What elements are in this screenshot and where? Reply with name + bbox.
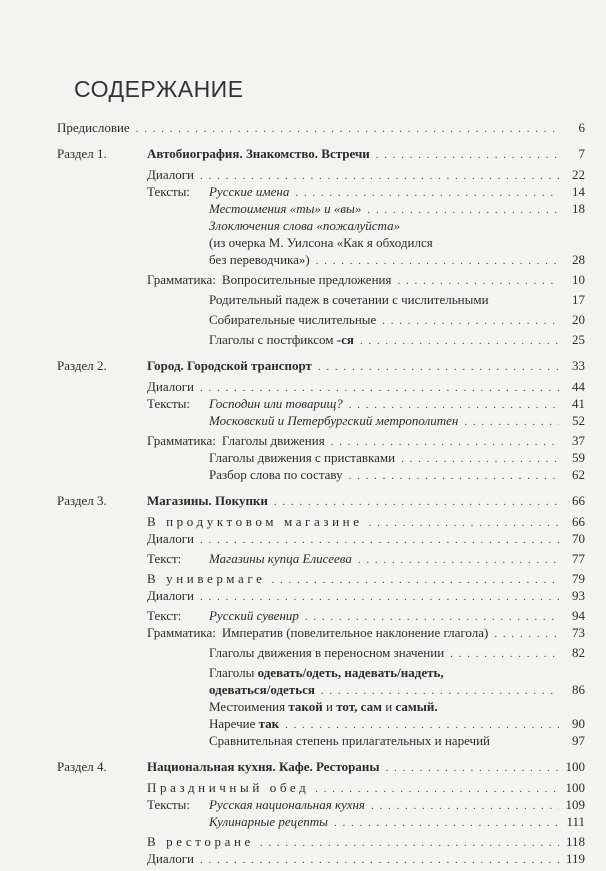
entry-title xyxy=(222,432,325,449)
entry-text xyxy=(147,357,585,376)
entry-text xyxy=(209,412,585,431)
entry-title xyxy=(147,378,194,395)
entry-title xyxy=(209,813,328,830)
entry-title xyxy=(209,200,361,217)
entry-title xyxy=(147,779,309,796)
entry-title xyxy=(57,119,130,136)
page-number: 111 xyxy=(566,814,585,829)
toc-entry xyxy=(57,449,585,466)
entry-category: Текст: xyxy=(147,608,182,623)
page-number: 119 xyxy=(565,851,585,866)
entry-title-part: Родительный падеж в сочетании с числительными xyxy=(209,292,489,307)
toc-entry xyxy=(57,779,585,796)
page-number: 100 xyxy=(565,759,585,774)
entry-title-part: тот, сам xyxy=(336,699,382,714)
entry-text xyxy=(222,271,585,290)
dot-leader xyxy=(494,626,559,643)
entry-category: Тексты: xyxy=(147,396,191,411)
page-number: 86 xyxy=(572,682,585,697)
toc-entry xyxy=(57,395,585,412)
entry-title-part: Автобиография. Знакомство. Встречи xyxy=(147,146,370,161)
entry-text xyxy=(147,587,585,606)
entry-title xyxy=(209,395,343,412)
entry-category: Тексты: xyxy=(147,184,191,199)
entry-text xyxy=(147,530,585,549)
page-number: 10 xyxy=(572,272,585,287)
entry-title xyxy=(209,251,310,268)
toc-entry xyxy=(57,530,585,547)
page-number: 82 xyxy=(572,645,585,660)
page-number: 66 xyxy=(572,493,585,508)
entry-title-part: Господин или товарищ? xyxy=(209,396,343,411)
entry-title-part: Русский сувенир xyxy=(209,608,299,623)
dot-leader xyxy=(334,815,559,832)
entry-title-part: Русская национальная кухня xyxy=(209,797,365,812)
toc-entry xyxy=(57,291,585,308)
page-number: 41 xyxy=(572,396,585,411)
entry-category: Грамматика: xyxy=(147,625,216,640)
toc-entry xyxy=(57,850,585,867)
dot-leader xyxy=(136,121,559,138)
page-number: 66 xyxy=(572,514,585,529)
entry-title-part: самый. xyxy=(395,699,438,714)
toc-entry xyxy=(57,466,585,483)
dot-leader xyxy=(274,494,559,511)
entry-title-part: Сравнительная степень прилагательных и наречий xyxy=(209,733,490,748)
toc-entry xyxy=(57,217,585,234)
entry-title xyxy=(209,183,289,200)
entry-text xyxy=(147,492,585,511)
entry-title-part: Национальная кухня. Кафе. Рестораны xyxy=(147,759,380,774)
page-number: 94 xyxy=(572,608,585,623)
toc-entry xyxy=(57,331,585,348)
entry-title xyxy=(209,331,354,348)
entry-title-part: такой xyxy=(288,699,323,714)
toc-entry xyxy=(57,432,585,449)
entry-title xyxy=(209,217,400,234)
entry-title xyxy=(209,466,343,483)
entry-title-part: Праздничный обед xyxy=(147,780,310,795)
entry-title-part: Наречие xyxy=(209,716,259,731)
entry-title xyxy=(147,530,194,547)
entry-text xyxy=(209,331,585,350)
entry-title xyxy=(147,587,194,604)
entry-text xyxy=(209,251,585,270)
toc-entry xyxy=(57,234,585,251)
toc-entry xyxy=(57,698,585,715)
entry-title-part: Диалоги xyxy=(147,588,194,603)
page-number: 73 xyxy=(572,625,585,640)
toc-entry xyxy=(57,813,585,830)
entry-title xyxy=(209,311,376,328)
entry-text xyxy=(209,311,585,330)
entry-text xyxy=(57,119,585,138)
entry-title-part: -ся xyxy=(336,332,354,347)
page-number: 7 xyxy=(578,146,585,161)
toc-entry xyxy=(57,664,585,681)
section-number: Раздел 2. xyxy=(57,358,107,373)
entry-text xyxy=(209,732,585,751)
dot-leader xyxy=(397,273,559,290)
entry-title-part: Злоключения слова «пожалуйста» xyxy=(209,218,401,233)
toc-section-row xyxy=(57,492,585,509)
section-number: Раздел 1. xyxy=(57,146,107,161)
entry-title xyxy=(147,492,268,509)
entry-title xyxy=(209,644,444,661)
entry-title-part: Глаголы движения в переносном значении xyxy=(209,645,445,660)
page-number: 70 xyxy=(572,531,585,546)
entry-title-part: и xyxy=(381,699,396,714)
toc-entry xyxy=(57,681,585,698)
toc-entry xyxy=(57,251,585,268)
toc-entry xyxy=(57,607,585,624)
entry-category: Грамматика: xyxy=(147,433,216,448)
page-number: 6 xyxy=(578,120,585,135)
entry-title xyxy=(209,291,489,308)
toc-entry xyxy=(57,378,585,395)
entry-category: Тексты: xyxy=(147,797,191,812)
page-number: 93 xyxy=(572,588,585,603)
entry-title xyxy=(209,449,395,466)
page-number: 33 xyxy=(572,358,585,373)
toc-entry xyxy=(57,513,585,530)
entry-title xyxy=(222,271,392,288)
entry-title-part: Глаголы движения xyxy=(221,433,325,448)
page-number: 77 xyxy=(572,551,585,566)
page-number: 18 xyxy=(572,201,585,216)
entry-title-part: без переводчика») xyxy=(209,252,310,267)
dot-leader xyxy=(318,359,559,376)
toc-entry xyxy=(57,183,585,200)
toc-entry xyxy=(57,311,585,328)
entry-title xyxy=(222,624,488,641)
entry-title xyxy=(147,357,312,374)
page-number: 118 xyxy=(565,834,585,849)
entry-title-part: Диалоги xyxy=(147,531,194,546)
entry-title xyxy=(147,145,370,162)
entry-title-part: В универмаге xyxy=(147,571,266,586)
entry-title xyxy=(147,758,380,775)
dot-leader xyxy=(200,589,559,606)
toc-entry xyxy=(57,624,585,641)
toc-entry xyxy=(57,833,585,850)
entry-title-part: Магазины купца Елисеева xyxy=(209,551,352,566)
entry-title-part: Глаголы движения с приставками xyxy=(209,450,396,465)
dot-leader xyxy=(382,313,559,330)
page-number: 79 xyxy=(572,571,585,586)
entry-title-part: одеваться/одеться xyxy=(209,682,315,697)
entry-text xyxy=(147,758,585,777)
page-number: 52 xyxy=(572,413,585,428)
dot-leader xyxy=(360,333,559,350)
toc-section-row xyxy=(57,758,585,775)
dot-leader xyxy=(450,646,559,663)
dot-leader xyxy=(464,414,559,431)
page-number: 22 xyxy=(572,167,585,182)
table-of-contents xyxy=(57,119,585,867)
section-number: Раздел 3. xyxy=(57,493,107,508)
entry-title xyxy=(209,796,365,813)
entry-title-part: Глаголы xyxy=(209,665,258,680)
toc-entry xyxy=(57,550,585,567)
entry-title xyxy=(209,607,299,624)
entry-title xyxy=(209,698,438,715)
entry-text xyxy=(209,644,585,663)
entry-title xyxy=(209,234,433,251)
entry-text xyxy=(209,291,585,310)
page-title: СОДЕРЖАНИЕ xyxy=(74,76,244,102)
entry-category: Грамматика: xyxy=(147,272,216,287)
toc-entry xyxy=(57,715,585,732)
dot-leader xyxy=(376,147,559,164)
page-number: 37 xyxy=(572,433,585,448)
entry-title-part: Диалоги xyxy=(147,379,194,394)
entry-title xyxy=(147,833,254,850)
entry-text xyxy=(147,850,585,869)
toc-section-row xyxy=(57,357,585,374)
entry-title-part: Императив (повелительное наклонение глагола) xyxy=(221,625,489,640)
page-number: 25 xyxy=(572,332,585,347)
page-number: 59 xyxy=(572,450,585,465)
dot-leader xyxy=(316,253,559,270)
entry-text xyxy=(209,550,585,569)
toc-entry xyxy=(57,119,585,136)
dot-leader xyxy=(349,468,559,485)
page-number: 44 xyxy=(572,379,585,394)
toc-entry xyxy=(57,271,585,288)
entry-title-part: Предисловие xyxy=(57,120,130,135)
entry-title xyxy=(209,732,490,749)
dot-leader xyxy=(200,852,559,869)
entry-title xyxy=(147,850,194,867)
entry-title xyxy=(209,664,444,681)
page-number: 17 xyxy=(572,292,585,307)
entry-title-part: и xyxy=(322,699,337,714)
entry-text xyxy=(209,813,585,832)
entry-title xyxy=(147,570,266,587)
toc-entry xyxy=(57,732,585,749)
entry-title xyxy=(209,681,315,698)
toc-entry xyxy=(57,412,585,429)
entry-title-part: так xyxy=(258,716,280,731)
page-number: 109 xyxy=(565,797,585,812)
entry-title-part: Глаголы с постфиксом xyxy=(209,332,337,347)
entry-title-part: Собирательные числительные xyxy=(209,312,377,327)
page-number: 90 xyxy=(572,716,585,731)
entry-title xyxy=(147,166,194,183)
page-number: 62 xyxy=(572,467,585,482)
toc-section-row xyxy=(57,145,585,162)
entry-category: Текст: xyxy=(147,551,182,566)
entry-title xyxy=(209,550,352,567)
entry-text xyxy=(209,466,585,485)
toc-entry xyxy=(57,200,585,217)
toc-entry xyxy=(57,166,585,183)
entry-title-part: Магазины. Покупки xyxy=(147,493,268,508)
entry-title-part: Вопросительные предложения xyxy=(221,272,392,287)
entry-title-part: Русские имена xyxy=(209,184,290,199)
toc-entry xyxy=(57,644,585,661)
page-number: 100 xyxy=(565,780,585,795)
entry-text xyxy=(222,624,585,643)
entry-title-part: (из очерка М. Уилсона «Как я обходился xyxy=(209,235,433,250)
entry-title xyxy=(209,412,458,429)
dot-leader xyxy=(386,760,559,777)
dot-leader xyxy=(200,532,559,549)
page-number: 14 xyxy=(572,184,585,199)
entry-title-part: Московский и Петербургский метрополитен xyxy=(209,413,459,428)
entry-title-part: Диалоги xyxy=(147,167,194,182)
entry-title-part: Разбор слова по составу xyxy=(209,467,343,482)
page-number: 97 xyxy=(572,733,585,748)
entry-title-part: Город. Городской транспорт xyxy=(147,358,312,373)
entry-title-part: Местоимения xyxy=(209,699,289,714)
entry-title-part: Кулинарные рецепты xyxy=(209,814,328,829)
toc-entry xyxy=(57,587,585,604)
toc-entry xyxy=(57,796,585,813)
page-number: 28 xyxy=(572,252,585,267)
entry-title-part: одевать/одеть, надевать/надеть, xyxy=(257,665,444,680)
dot-leader xyxy=(358,552,559,569)
entry-title-part: В ресторане xyxy=(147,834,254,849)
entry-text xyxy=(147,145,585,164)
entry-title xyxy=(147,513,363,530)
section-number: Раздел 4. xyxy=(57,759,107,774)
page-number: 20 xyxy=(572,312,585,327)
entry-title-part: Местоимения «ты» и «вы» xyxy=(209,201,362,216)
entry-title-part: В продуктовом магазине xyxy=(147,514,363,529)
entry-title-part: Диалоги xyxy=(147,851,194,866)
entry-title xyxy=(209,715,279,732)
toc-entry xyxy=(57,570,585,587)
